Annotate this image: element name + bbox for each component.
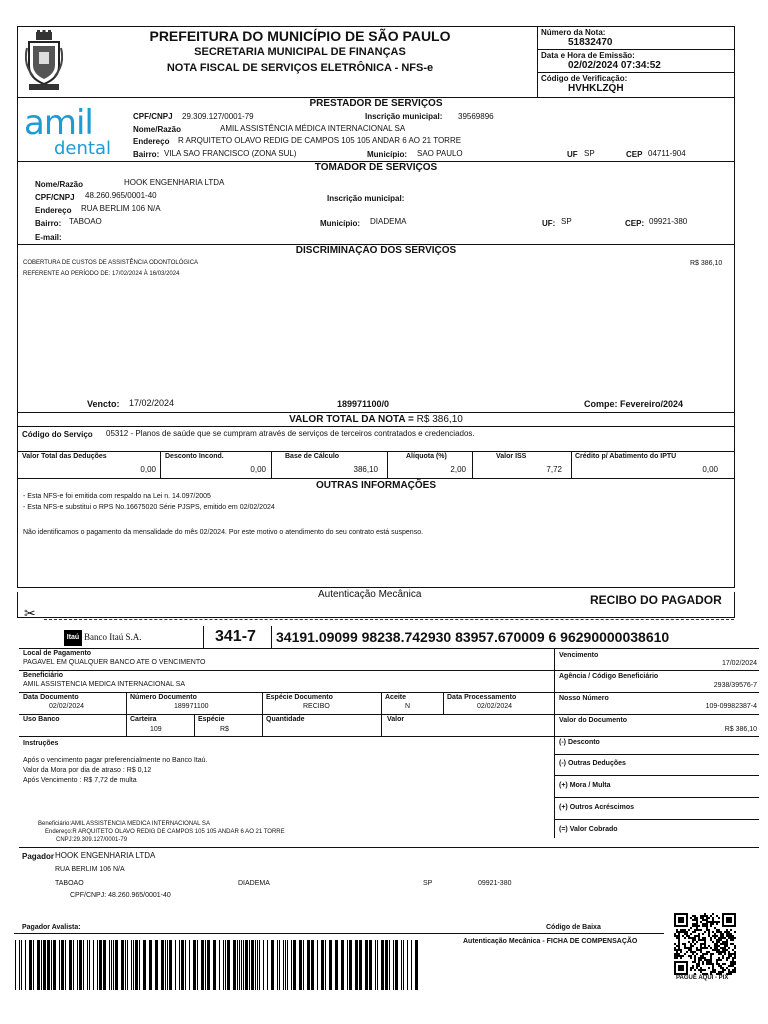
pagador-cidade: DIADEMA [238,880,270,887]
agencia-value: 2938/39576-7 [713,682,757,689]
valores-iss: 7,72 [546,465,562,474]
pix-label: PAGUE AQUI - PIX [676,975,729,981]
tomador-nome-label: Nome/Razão [35,180,84,189]
pagador-bairro: TABOAO [55,880,84,887]
beneficiario-line2: Endereço:R ARQUITETO OLAVO REDIG DE CAMPOS 105 105 ANDAR 6 AO 21 TORRE [45,829,285,835]
tomador-cpf: 48.260.965/0001-40 [85,191,157,200]
local-pagamento: PAGAVEL EM QUALQUER BANCO ATE O VENCIMENTO [23,659,206,666]
desconto-label: (-) Desconto [559,739,600,746]
numero-documento-label: Número Documento [130,694,197,701]
valores-header-desconto: Desconto Incond. [165,453,224,460]
valores-header-aliquota: Alíquota (%) [406,453,447,460]
especie-documento: RECIBO [303,703,330,710]
vencimento-label: Vencimento [559,652,599,659]
discriminacao-section-title: DISCRIMINAÇÃO DOS SERVIÇOS [295,245,457,256]
codigo-servico-value: 05312 - Planos de saúde que se cumpram através de serviços de terceiros contratados e credenciados. [106,429,475,438]
itau-logo: Itaú [64,630,82,646]
tomador-cpf-label: CPF/CNPJ [35,193,75,202]
especie-value: R$ [220,726,229,733]
local-pagamento-label: Local de Pagamento [23,650,92,657]
prestador-bairro: VILA SAO FRANCISCO (ZONA SUL) [164,149,297,158]
prestador-municipio-label: Município: [367,150,407,159]
numero-nota-label: Número da Nota: [541,28,606,37]
data-emissao: 02/02/2024 07:34:52 [568,60,661,71]
beneficiario-label: Beneficiário [23,672,64,679]
outras-line2: - Esta NFS-e substitui o RPS No.16675020 Série PJSPS, emitido em 02/02/2024 [23,504,275,511]
pix-qr-code[interactable] [674,913,736,975]
data-processamento: 02/02/2024 [477,703,513,710]
instrucao-1: Após o vencimento pagar preferencialmente no Banco Itaú. [23,757,208,764]
codigo-verificacao-label: Código de Verificação: [541,74,628,83]
beneficiario-value: AMIL ASSISTENCIA MEDICA INTERNACIONAL SA [23,681,186,688]
valores-header-base: Base de Cálculo [285,453,340,460]
prestador-section-title: PRESTADOR DE SERVIÇOS [309,98,443,109]
prestador-cep-label: CEP [626,150,643,159]
beneficiario-line3: CNPJ:29.309.127/0001-79 [56,837,128,843]
valores-deducoes: 0,00 [140,465,156,474]
header-divider [537,26,538,97]
pagador-cep: 09921-380 [478,880,512,887]
valor-total-value: R$ 386,10 [416,414,463,425]
valor-cobrado-label: (=) Valor Cobrado [559,826,618,833]
autenticacao-ficha-label: Autenticação Mecânica - FICHA DE COMPENSAÇÃO [463,938,638,945]
bank-code: 341-7 [215,628,256,645]
pagador-uf: SP [423,880,433,887]
autenticacao-mecanica-label: Autenticação Mecânica [318,589,422,600]
aceite-label: Aceite [385,694,407,701]
carteira-label: Carteira [130,716,157,723]
numero-nota: 51832470 [568,37,613,48]
valores-desconto: 0,00 [250,465,266,474]
pagador-endereco: RUA BERLIM 106 N/A [55,866,125,873]
prestador-nome-label: Nome/Razão [133,125,182,134]
tomador-bairro-label: Bairro: [35,219,62,228]
tomador-uf-label: UF: [542,219,556,228]
prefeitura-title: PREFEITURA DO MUNICÍPIO DE SÃO PAULO [149,28,451,44]
outros-acrescimos-label: (+) Outros Acréscimos [559,804,635,811]
prestador-municipio: SAO PAULO [417,149,463,158]
valor-total [17,414,735,425]
barcode [15,940,420,990]
recibo-pagador-title: RECIBO DO PAGADOR [590,593,722,607]
data-processamento-label: Data Processamento [447,694,517,701]
outras-line3: Não identificamos o pagamento da mensalidade do mês 02/2024. Por este motivo o atendimento do seu contrato está suspenso. [23,529,424,536]
amil-logo-text: amil [24,103,93,143]
tomador-endereco-label: Endereço [35,206,72,215]
bank-name: Banco Itaú S.A. [84,632,142,642]
linha-digitavel: 34191.09099 98238.742930 83957.670009 6 96290000038610 [276,629,670,645]
valor-documento: R$ 386,10 [724,726,757,733]
valor-documento-label: Valor do Documento [559,717,628,724]
data-documento-label: Data Documento [23,694,79,701]
prestador-cep: 04711-904 [648,149,686,158]
prestador-uf: SP [584,149,595,158]
nosso-numero: 109-09982387-4 [705,703,757,710]
valores-header-deducoes: Valor Total das Deduções [22,453,107,460]
tomador-cep: 09921-380 [649,217,688,226]
valores-header-iss: Valor ISS [496,453,527,460]
tomador-cep-label: CEP: [625,219,645,228]
valores-base: 386,10 [353,465,378,474]
mora-multa-label: (+) Mora / Multa [559,782,611,789]
outras-section-title: OUTRAS INFORMAÇÕES [316,480,436,491]
valor-total-label: VALOR TOTAL DA NOTA = [289,414,414,425]
tomador-endereco: RUA BERLIM 106 N/A [81,204,161,213]
vencto-label: Vencto: [87,399,120,409]
codigo-baixa-label: Código de Baixa [546,924,601,931]
beneficiario-line1: Beneficiário:AMIL ASSISTENCIA MEDICA INTERNACIONAL SA [38,821,210,827]
pagador-avalista-label: Pagador Avalista: [22,924,81,931]
tomador-im-label: Inscrição municipal: [327,194,405,203]
agencia-label: Agência / Código Beneficiário [559,673,659,680]
pagador-label: Pagador [22,852,55,861]
especie-documento-label: Espécie Documento [266,694,333,701]
cut-line [44,619,734,620]
codigo-verificacao: HVHKLZQH [568,83,624,94]
valores-aliquota: 2,00 [450,465,466,474]
city-crest-icon [25,30,63,92]
prestador-nome: AMIL ASSISTÊNCIA MÉDICA INTERNACIONAL SA [220,124,406,133]
tomador-municipio-label: Município: [320,219,360,228]
prestador-endereco: R ARQUITETO OLAVO REDIG DE CAMPOS 105 105 ANDAR 6 AO 21 TORRE [178,136,462,145]
outras-line1: - Esta NFS-e foi emitida com respaldo na Lei n. 14.097/2005 [23,493,211,500]
quantidade-label: Quantidade [266,716,305,723]
instrucao-3: Após Vencimento : R$ 7,72 de multa [23,777,137,784]
nfse-title: NOTA FISCAL DE SERVIÇOS ELETRÔNICA - NFS-e [166,62,434,74]
data-documento: 02/02/2024 [49,703,85,710]
pagador-nome: HOOK ENGENHARIA LTDA [55,851,156,860]
amil-logo [24,103,111,159]
instrucao-2: Valor da Mora por dia de atraso : R$ 0,12 [23,767,152,774]
valores-header-iptu: Crédito p/ Abatimento do IPTU [575,453,677,460]
tomador-nome: HOOK ENGENHARIA LTDA [124,178,225,187]
tomador-uf: SP [561,217,572,226]
scissors-icon: ✂ [24,605,36,621]
valor-label: Valor [387,716,405,723]
codigo-servico-label: Código do Serviço [22,430,93,439]
documento-numero: 189971100/0 [337,399,390,409]
instrucoes-label: Instruções [23,740,59,747]
outras-deducoes-label: (-) Outras Deduções [559,760,626,767]
dental-logo-text: dental [54,138,111,159]
valores-iptu: 0,00 [702,465,718,474]
prestador-im-label: Inscrição municipal: [365,112,443,121]
prestador-uf-label: UF [567,150,578,159]
data-emissao-label: Data e Hora de Emissão: [541,51,635,60]
tomador-municipio: DIADEMA [370,217,407,226]
tomador-bairro: TABOAO [69,217,102,226]
discriminacao-valor: R$ 386,10 [690,260,723,267]
especie-label: Espécie [198,716,225,723]
nosso-numero-label: Nosso Número [559,695,609,702]
prestador-im: 39569896 [458,112,494,121]
aceite-value: N [405,703,411,710]
prestador-cpf: 29.309.127/0001-79 [182,112,254,121]
numero-documento: 189971100 [174,703,209,710]
discriminacao-line1: COBERTURA DE CUSTOS DE ASSISTÊNCIA ODONTOLÓGICA [23,260,199,266]
vencimento-value: 17/02/2024 [721,660,757,667]
compe-value: Compe: Fevereiro/2024 [584,399,684,409]
pagador-cnpj: CPF/CNPJ: 48.260.965/0001-40 [70,892,171,899]
prestador-endereco-label: Endereço [133,137,170,146]
vencto-value: 17/02/2024 [129,398,175,408]
uso-banco-label: Uso Banco [23,716,60,723]
discriminacao-line2: REFERENTE AO PERÍODO DE: 17/02/2024 À 16/03/2024 [23,271,180,277]
tomador-section-title: TOMADOR DE SERVIÇOS [314,162,438,173]
tomador-email-label: E-mail: [35,233,62,242]
carteira-value: 109 [150,726,162,733]
prestador-bairro-label: Bairro: [133,150,160,159]
secretaria-title: SECRETARIA MUNICIPAL DE FINANÇAS [194,46,406,58]
prestador-cpf-label: CPF/CNPJ [133,112,173,121]
